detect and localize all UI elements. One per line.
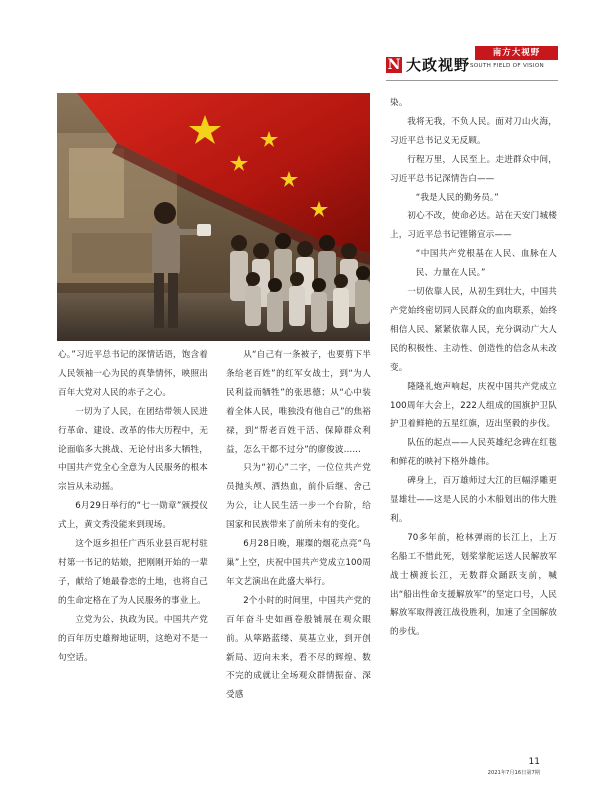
paragraph: 只为“初心”二字，一位位共产党员抛头颅、洒热血，前仆后继、舍己为公，让人民生活一步一个台阶，给国家和民族带来了前所未有的变化。	[226, 463, 371, 531]
paragraph: 碑身上，百万雄师过大江的巨幅浮雕更显雄壮——这是人民的小木船划出的伟大胜利。	[390, 476, 557, 524]
paragraph: 70多年前，枪林弹雨的长江上，上万名船工不惜此死，划桨掌舵运送人民解放军战士横渡长江，无数群众踊跃支前，喊出“船出性命支援解放军”的坚定口号，人民解放军取得渡江战役胜利，加速了全国解放的步伐。	[390, 532, 557, 638]
paragraph: 从“自己有一条被子，也要剪下半条给老百姓”的红军女战士，到“为人民利益而牺牲”的张思德；从“心中装着全体人民，唯独没有他自己”的焦裕禄，到“帮老百姓干活、保障群众利益，怎么干都不过分”的廖俊波……	[226, 350, 371, 455]
photo-illustration	[57, 93, 370, 341]
issue-date: 2021年7月16日第7期	[487, 770, 540, 776]
article-column-2	[226, 346, 371, 705]
article-column-1	[58, 346, 208, 667]
quotation: “我是人民的勤务员。”	[415, 192, 499, 203]
paragraph: 2个小时的时间里，中国共产党的百年奋斗史如画卷般铺展在观众眼前。从筚路蓝缕、莫基立业，到开创新局、迈向未来，看不尽的辉煌、数不完的成就让全场观众群情振奋、深受感	[226, 595, 371, 701]
paragraph: 染。	[390, 98, 408, 108]
section-badge: 南方大视野	[475, 46, 558, 60]
paragraph: 隆隆礼炮声响起，庆祝中国共产党成立100周年大会上，222人组成的国旗护卫队护卫着鲜艳的五星红旗，迈出坚毅的步伐。	[390, 381, 557, 430]
paragraph: 我将无我，不负人民。面对刀山火海，习近平总书记义无反顾。	[390, 116, 557, 146]
quotation: “中国共产党根基在人民、血脉在人民、力量在人民。”	[415, 249, 557, 279]
paragraph: 一切为了人民，在团结带领人民进行革命、建设、改革的伟大历程中，无论面临多大挑战、无论付出多大牺牲，中国共产党全心全意为人民服务的根本宗旨从未动摇。	[58, 406, 208, 493]
paragraph: 这个返乡担任广西乐业县百坭村驻村第一书记的姑娘，把刚刚开始的一辈子，献给了她最眷恋的土地，也将自己的生命定格在了为人民服务的事业上。	[58, 539, 208, 606]
paragraph: 心。”习近平总书记的深情话语，饱含着人民领袖一心为民的真挚情怀，映照出百年大党对人民的赤子之心。	[58, 350, 208, 398]
paragraph: 立党为公、执政为民。中国共产党的百年历史雄辩地证明，这绝对不是一句空话。	[58, 614, 208, 663]
paragraph: 一切依靠人民，从初生到壮大，中国共产党始终密切同人民群众的血肉联系，始终相信人民、紧紧依靠人民，充分调动广大人民的积极性、主动性、创造性的信念从未改变。	[390, 287, 557, 373]
paragraph: 6月28日晚，璀璨的烟花点亮“鸟巢”上空，庆祝中国共产党成立100周年文艺演出在此盛大举行。	[226, 539, 371, 587]
paragraph: 行程万里，人民至上。走进群众中间，习近平总书记深情告白——	[390, 154, 557, 184]
paragraph: 初心不改，使命必达。站在天安门城楼上，习近平总书记铿锵宣示——	[390, 211, 557, 241]
paragraph: 6月29日举行的“七一勋章”颁授仪式上，黄文秀没能来到现场。	[58, 501, 208, 531]
header-rule	[386, 80, 558, 81]
article-column-3	[390, 94, 557, 642]
paragraph: 队伍的起点——人民英雄纪念碑在红毯和鲜花的映衬下格外雄伟。	[390, 438, 557, 468]
article-photo	[57, 93, 370, 341]
section-subtitle-en: SOUTH FIELD OF VISION	[470, 63, 545, 69]
page-number: 11	[528, 757, 540, 767]
section-title: 大政视野	[406, 56, 471, 74]
magazine-logo-icon: N	[387, 57, 401, 73]
